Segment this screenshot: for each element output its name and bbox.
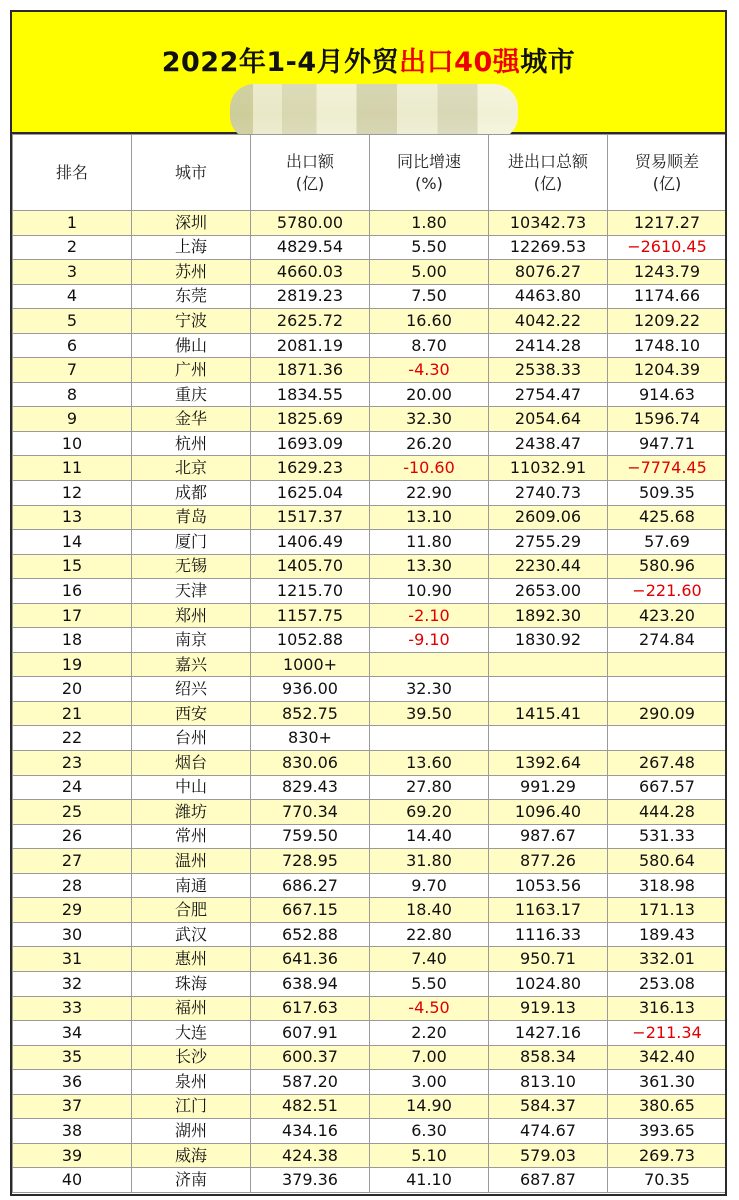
table-row [13,358,727,383]
cell-export: 2625.72 [251,309,370,334]
cell-growth: 26.20 [370,431,489,456]
cell-export: 830+ [251,726,370,751]
cell-export: 829.43 [251,775,370,800]
cell-rank: 30 [13,922,132,947]
cell-export: 587.20 [251,1070,370,1095]
cell-total-trade: 584.37 [489,1094,608,1119]
table-row [13,996,727,1021]
table-row [13,554,727,579]
table-frame [10,10,727,1196]
table-row [13,849,727,874]
cell-total-trade: 2414.28 [489,333,608,358]
cell-export: 4660.03 [251,260,370,285]
cell-trade-surplus: −221.60 [608,579,727,604]
cell-growth: -10.60 [370,456,489,481]
cell-total-trade: 4042.22 [489,309,608,334]
cell-trade-surplus: 274.84 [608,628,727,653]
table-row [13,407,727,432]
table-row [13,505,727,530]
cell-total-trade: 8076.27 [489,260,608,285]
cell-export: 936.00 [251,677,370,702]
cell-export: 2819.23 [251,284,370,309]
cell-trade-surplus: 342.40 [608,1045,727,1070]
cell-growth: 8.70 [370,333,489,358]
cell-city: 潍坊 [132,800,251,825]
header-city: 城市 [132,135,251,211]
cell-total-trade: 2230.44 [489,554,608,579]
cell-rank: 16 [13,579,132,604]
cell-trade-surplus: 253.08 [608,971,727,996]
cell-trade-surplus: 269.73 [608,1143,727,1168]
cell-city: 台州 [132,726,251,751]
cell-rank: 40 [13,1168,132,1193]
cell-export: 770.34 [251,800,370,825]
cell-city: 青岛 [132,505,251,530]
cell-city: 常州 [132,824,251,849]
cell-trade-surplus [608,677,727,702]
cell-city: 湖州 [132,1119,251,1144]
cell-rank: 11 [13,456,132,481]
cell-rank: 15 [13,554,132,579]
cell-export: 1215.70 [251,579,370,604]
cell-total-trade: 1024.80 [489,971,608,996]
cell-export: 652.88 [251,922,370,947]
cell-export: 600.37 [251,1045,370,1070]
cell-city: 厦门 [132,530,251,555]
cell-rank: 32 [13,971,132,996]
cell-total-trade: 2438.47 [489,431,608,456]
table-row [13,800,727,825]
cell-export: 424.38 [251,1143,370,1168]
cell-export: 1405.70 [251,554,370,579]
cell-growth: 27.80 [370,775,489,800]
table-row [13,530,727,555]
cell-trade-surplus: 1174.66 [608,284,727,309]
cell-trade-surplus: 290.09 [608,701,727,726]
table-row [13,751,727,776]
table-row [13,284,727,309]
table-row [13,309,727,334]
cell-rank: 14 [13,530,132,555]
cell-export: 379.36 [251,1168,370,1193]
cell-city: 烟台 [132,751,251,776]
cell-city: 武汉 [132,922,251,947]
cell-city: 重庆 [132,382,251,407]
cell-growth: 10.90 [370,579,489,604]
cell-city: 珠海 [132,971,251,996]
cell-trade-surplus: 580.64 [608,849,727,874]
cell-rank: 2 [13,235,132,260]
cell-trade-surplus: 531.33 [608,824,727,849]
cell-export: 617.63 [251,996,370,1021]
cell-rank: 18 [13,628,132,653]
table-row [13,677,727,702]
cell-trade-surplus: −211.34 [608,1021,727,1046]
cell-city: 泉州 [132,1070,251,1095]
cell-total-trade [489,726,608,751]
cell-city: 南京 [132,628,251,653]
cell-total-trade: 1830.92 [489,628,608,653]
cell-rank: 35 [13,1045,132,1070]
cell-city: 金华 [132,407,251,432]
cell-total-trade: 2754.47 [489,382,608,407]
cell-growth: 16.60 [370,309,489,334]
table-row [13,1119,727,1144]
cell-city: 宁波 [132,309,251,334]
cell-growth: 32.30 [370,677,489,702]
cell-total-trade: 1096.40 [489,800,608,825]
cell-total-trade: 991.29 [489,775,608,800]
table-row [13,1168,727,1193]
header-rank: 排名 [13,135,132,211]
cell-total-trade: 1892.30 [489,603,608,628]
cell-growth: -4.50 [370,996,489,1021]
cell-export: 1157.75 [251,603,370,628]
table-row [13,211,727,236]
cell-growth [370,726,489,751]
table-row [13,603,727,628]
cell-growth: 18.40 [370,898,489,923]
cell-rank: 28 [13,873,132,898]
cell-city: 温州 [132,849,251,874]
cell-rank: 27 [13,849,132,874]
cell-growth: 14.90 [370,1094,489,1119]
table-row [13,873,727,898]
cell-rank: 37 [13,1094,132,1119]
cell-growth [370,652,489,677]
table-row [13,1094,727,1119]
cell-trade-surplus: 667.57 [608,775,727,800]
table-row [13,652,727,677]
header-trade-surplus: 贸易顺差 (亿) [608,135,727,211]
cell-growth: 14.40 [370,824,489,849]
cell-growth: 22.90 [370,481,489,506]
cell-growth: 13.30 [370,554,489,579]
cell-export: 2081.19 [251,333,370,358]
cell-trade-surplus: 332.01 [608,947,727,972]
cell-export: 667.15 [251,898,370,923]
cell-growth: 11.80 [370,530,489,555]
cell-city: 济南 [132,1168,251,1193]
title-suffix: 城市 [520,47,576,78]
cell-city: 东莞 [132,284,251,309]
cell-trade-surplus: 361.30 [608,1070,727,1095]
cell-city: 佛山 [132,333,251,358]
cell-city: 威海 [132,1143,251,1168]
cell-total-trade: 987.67 [489,824,608,849]
table-row [13,235,727,260]
title-band [12,12,725,134]
cell-total-trade [489,677,608,702]
cell-growth: 1.80 [370,211,489,236]
cell-export: 830.06 [251,751,370,776]
cell-total-trade: 579.03 [489,1143,608,1168]
cell-growth: 13.10 [370,505,489,530]
cell-growth: 20.00 [370,382,489,407]
cell-total-trade: 474.67 [489,1119,608,1144]
cell-rank: 10 [13,431,132,456]
cell-growth: 22.80 [370,922,489,947]
cell-rank: 21 [13,701,132,726]
cell-rank: 13 [13,505,132,530]
title-prefix: 2022年1-4月外贸 [161,47,400,78]
cell-growth: 9.70 [370,873,489,898]
cell-city: 合肥 [132,898,251,923]
cell-city: 西安 [132,701,251,726]
cell-city: 惠州 [132,947,251,972]
cell-total-trade: 919.13 [489,996,608,1021]
cell-trade-surplus: 1209.22 [608,309,727,334]
cell-total-trade: 1163.17 [489,898,608,923]
cell-city: 南通 [132,873,251,898]
cell-rank: 3 [13,260,132,285]
table-row [13,456,727,481]
cell-trade-surplus: 316.13 [608,996,727,1021]
table-row [13,431,727,456]
cell-growth: 5.50 [370,235,489,260]
cell-trade-surplus [608,726,727,751]
table-row [13,382,727,407]
cell-rank: 9 [13,407,132,432]
cell-city: 深圳 [132,211,251,236]
cell-total-trade: 877.26 [489,849,608,874]
table-row [13,481,727,506]
cell-trade-surplus: 70.35 [608,1168,727,1193]
cell-rank: 38 [13,1119,132,1144]
cell-city: 绍兴 [132,677,251,702]
title-highlight: 出口40强 [399,47,521,78]
table-row [13,628,727,653]
cell-rank: 8 [13,382,132,407]
table-row [13,701,727,726]
cell-growth: 31.80 [370,849,489,874]
cell-export: 1834.55 [251,382,370,407]
cell-city: 上海 [132,235,251,260]
cell-rank: 22 [13,726,132,751]
cell-growth: 39.50 [370,701,489,726]
cell-export: 1000+ [251,652,370,677]
cell-trade-surplus: 1204.39 [608,358,727,383]
cell-export: 1517.37 [251,505,370,530]
cell-export: 1629.23 [251,456,370,481]
cell-trade-surplus: 509.35 [608,481,727,506]
cell-total-trade: 1116.33 [489,922,608,947]
table-row [13,824,727,849]
cell-total-trade: 4463.80 [489,284,608,309]
header-row [13,135,727,211]
cell-trade-surplus: −7774.45 [608,456,727,481]
cell-export: 5780.00 [251,211,370,236]
cell-trade-surplus: 423.20 [608,603,727,628]
cell-rank: 1 [13,211,132,236]
cell-total-trade: 2653.00 [489,579,608,604]
cell-growth: 5.10 [370,1143,489,1168]
cell-growth: 5.50 [370,971,489,996]
cell-total-trade: 1053.56 [489,873,608,898]
cell-rank: 6 [13,333,132,358]
cell-city: 大连 [132,1021,251,1046]
table-row [13,922,727,947]
table-row [13,1070,727,1095]
cell-trade-surplus: 189.43 [608,922,727,947]
cell-trade-surplus: 580.96 [608,554,727,579]
cell-export: 607.91 [251,1021,370,1046]
cell-rank: 5 [13,309,132,334]
cell-rank: 29 [13,898,132,923]
cell-total-trade: 1427.16 [489,1021,608,1046]
cell-city: 杭州 [132,431,251,456]
cell-growth: 7.50 [370,284,489,309]
cell-export: 759.50 [251,824,370,849]
cell-rank: 23 [13,751,132,776]
cell-trade-surplus: 171.13 [608,898,727,923]
cell-rank: 20 [13,677,132,702]
cell-export: 638.94 [251,971,370,996]
cell-export: 482.51 [251,1094,370,1119]
cell-rank: 7 [13,358,132,383]
cell-rank: 12 [13,481,132,506]
cell-trade-surplus: 947.71 [608,431,727,456]
header-total-trade: 进出口总额 (亿) [489,135,608,211]
cell-rank: 36 [13,1070,132,1095]
cell-growth: -2.10 [370,603,489,628]
page-title [12,40,725,79]
cell-rank: 34 [13,1021,132,1046]
cell-trade-surplus: 425.68 [608,505,727,530]
cell-total-trade: 950.71 [489,947,608,972]
cell-total-trade: 10342.73 [489,211,608,236]
cell-growth: 13.60 [370,751,489,776]
cell-export: 1625.04 [251,481,370,506]
cell-city: 福州 [132,996,251,1021]
cell-total-trade [489,652,608,677]
table-body [13,211,727,1193]
cell-trade-surplus: 914.63 [608,382,727,407]
cell-rank: 24 [13,775,132,800]
cell-total-trade: 2538.33 [489,358,608,383]
cell-export: 4829.54 [251,235,370,260]
table-row [13,260,727,285]
cell-growth: 32.30 [370,407,489,432]
cell-growth: 3.00 [370,1070,489,1095]
cell-rank: 4 [13,284,132,309]
cell-city: 广州 [132,358,251,383]
cell-city: 江门 [132,1094,251,1119]
cell-total-trade: 1415.41 [489,701,608,726]
table-row [13,971,727,996]
cell-growth: 7.00 [370,1045,489,1070]
cell-growth: 7.40 [370,947,489,972]
cell-total-trade: 858.34 [489,1045,608,1070]
cell-rank: 17 [13,603,132,628]
cell-total-trade: 2054.64 [489,407,608,432]
cell-city: 北京 [132,456,251,481]
table-row [13,775,727,800]
cell-export: 434.16 [251,1119,370,1144]
cell-trade-surplus: 1596.74 [608,407,727,432]
cell-city: 中山 [132,775,251,800]
cell-export: 641.36 [251,947,370,972]
cell-trade-surplus: −2610.45 [608,235,727,260]
cell-trade-surplus: 1748.10 [608,333,727,358]
cell-export: 728.95 [251,849,370,874]
table-row [13,333,727,358]
cell-export: 1825.69 [251,407,370,432]
cell-rank: 26 [13,824,132,849]
cell-growth: -9.10 [370,628,489,653]
header-export: 出口额 (亿) [251,135,370,211]
cell-total-trade: 2755.29 [489,530,608,555]
blurred-subtitle [230,84,518,140]
cell-trade-surplus: 57.69 [608,530,727,555]
table-row [13,1021,727,1046]
cell-total-trade: 1392.64 [489,751,608,776]
cell-export: 1871.36 [251,358,370,383]
cell-city: 郑州 [132,603,251,628]
cell-growth: 5.00 [370,260,489,285]
export-ranking-table [12,134,727,1193]
table-row [13,579,727,604]
cell-city: 成都 [132,481,251,506]
cell-city: 无锡 [132,554,251,579]
table-row [13,898,727,923]
cell-city: 苏州 [132,260,251,285]
table-row [13,947,727,972]
cell-trade-surplus: 444.28 [608,800,727,825]
cell-total-trade: 12269.53 [489,235,608,260]
cell-trade-surplus: 267.48 [608,751,727,776]
cell-export: 1693.09 [251,431,370,456]
cell-rank: 19 [13,652,132,677]
cell-export: 686.27 [251,873,370,898]
cell-rank: 31 [13,947,132,972]
cell-total-trade: 2609.06 [489,505,608,530]
table-row [13,726,727,751]
cell-rank: 25 [13,800,132,825]
cell-city: 天津 [132,579,251,604]
cell-trade-surplus: 380.65 [608,1094,727,1119]
cell-export: 852.75 [251,701,370,726]
cell-trade-surplus: 1243.79 [608,260,727,285]
cell-export: 1052.88 [251,628,370,653]
cell-rank: 39 [13,1143,132,1168]
cell-growth: 41.10 [370,1168,489,1193]
cell-growth: -4.30 [370,358,489,383]
cell-growth: 6.30 [370,1119,489,1144]
table-row [13,1045,727,1070]
cell-city: 长沙 [132,1045,251,1070]
cell-city: 嘉兴 [132,652,251,677]
cell-trade-surplus: 1217.27 [608,211,727,236]
cell-trade-surplus: 393.65 [608,1119,727,1144]
cell-total-trade: 687.87 [489,1168,608,1193]
cell-total-trade: 813.10 [489,1070,608,1095]
cell-trade-surplus: 318.98 [608,873,727,898]
cell-growth: 2.20 [370,1021,489,1046]
cell-trade-surplus [608,652,727,677]
header-growth: 同比增速 (%) [370,135,489,211]
cell-total-trade: 11032.91 [489,456,608,481]
cell-export: 1406.49 [251,530,370,555]
cell-growth: 69.20 [370,800,489,825]
table-row [13,1143,727,1168]
cell-rank: 33 [13,996,132,1021]
cell-total-trade: 2740.73 [489,481,608,506]
